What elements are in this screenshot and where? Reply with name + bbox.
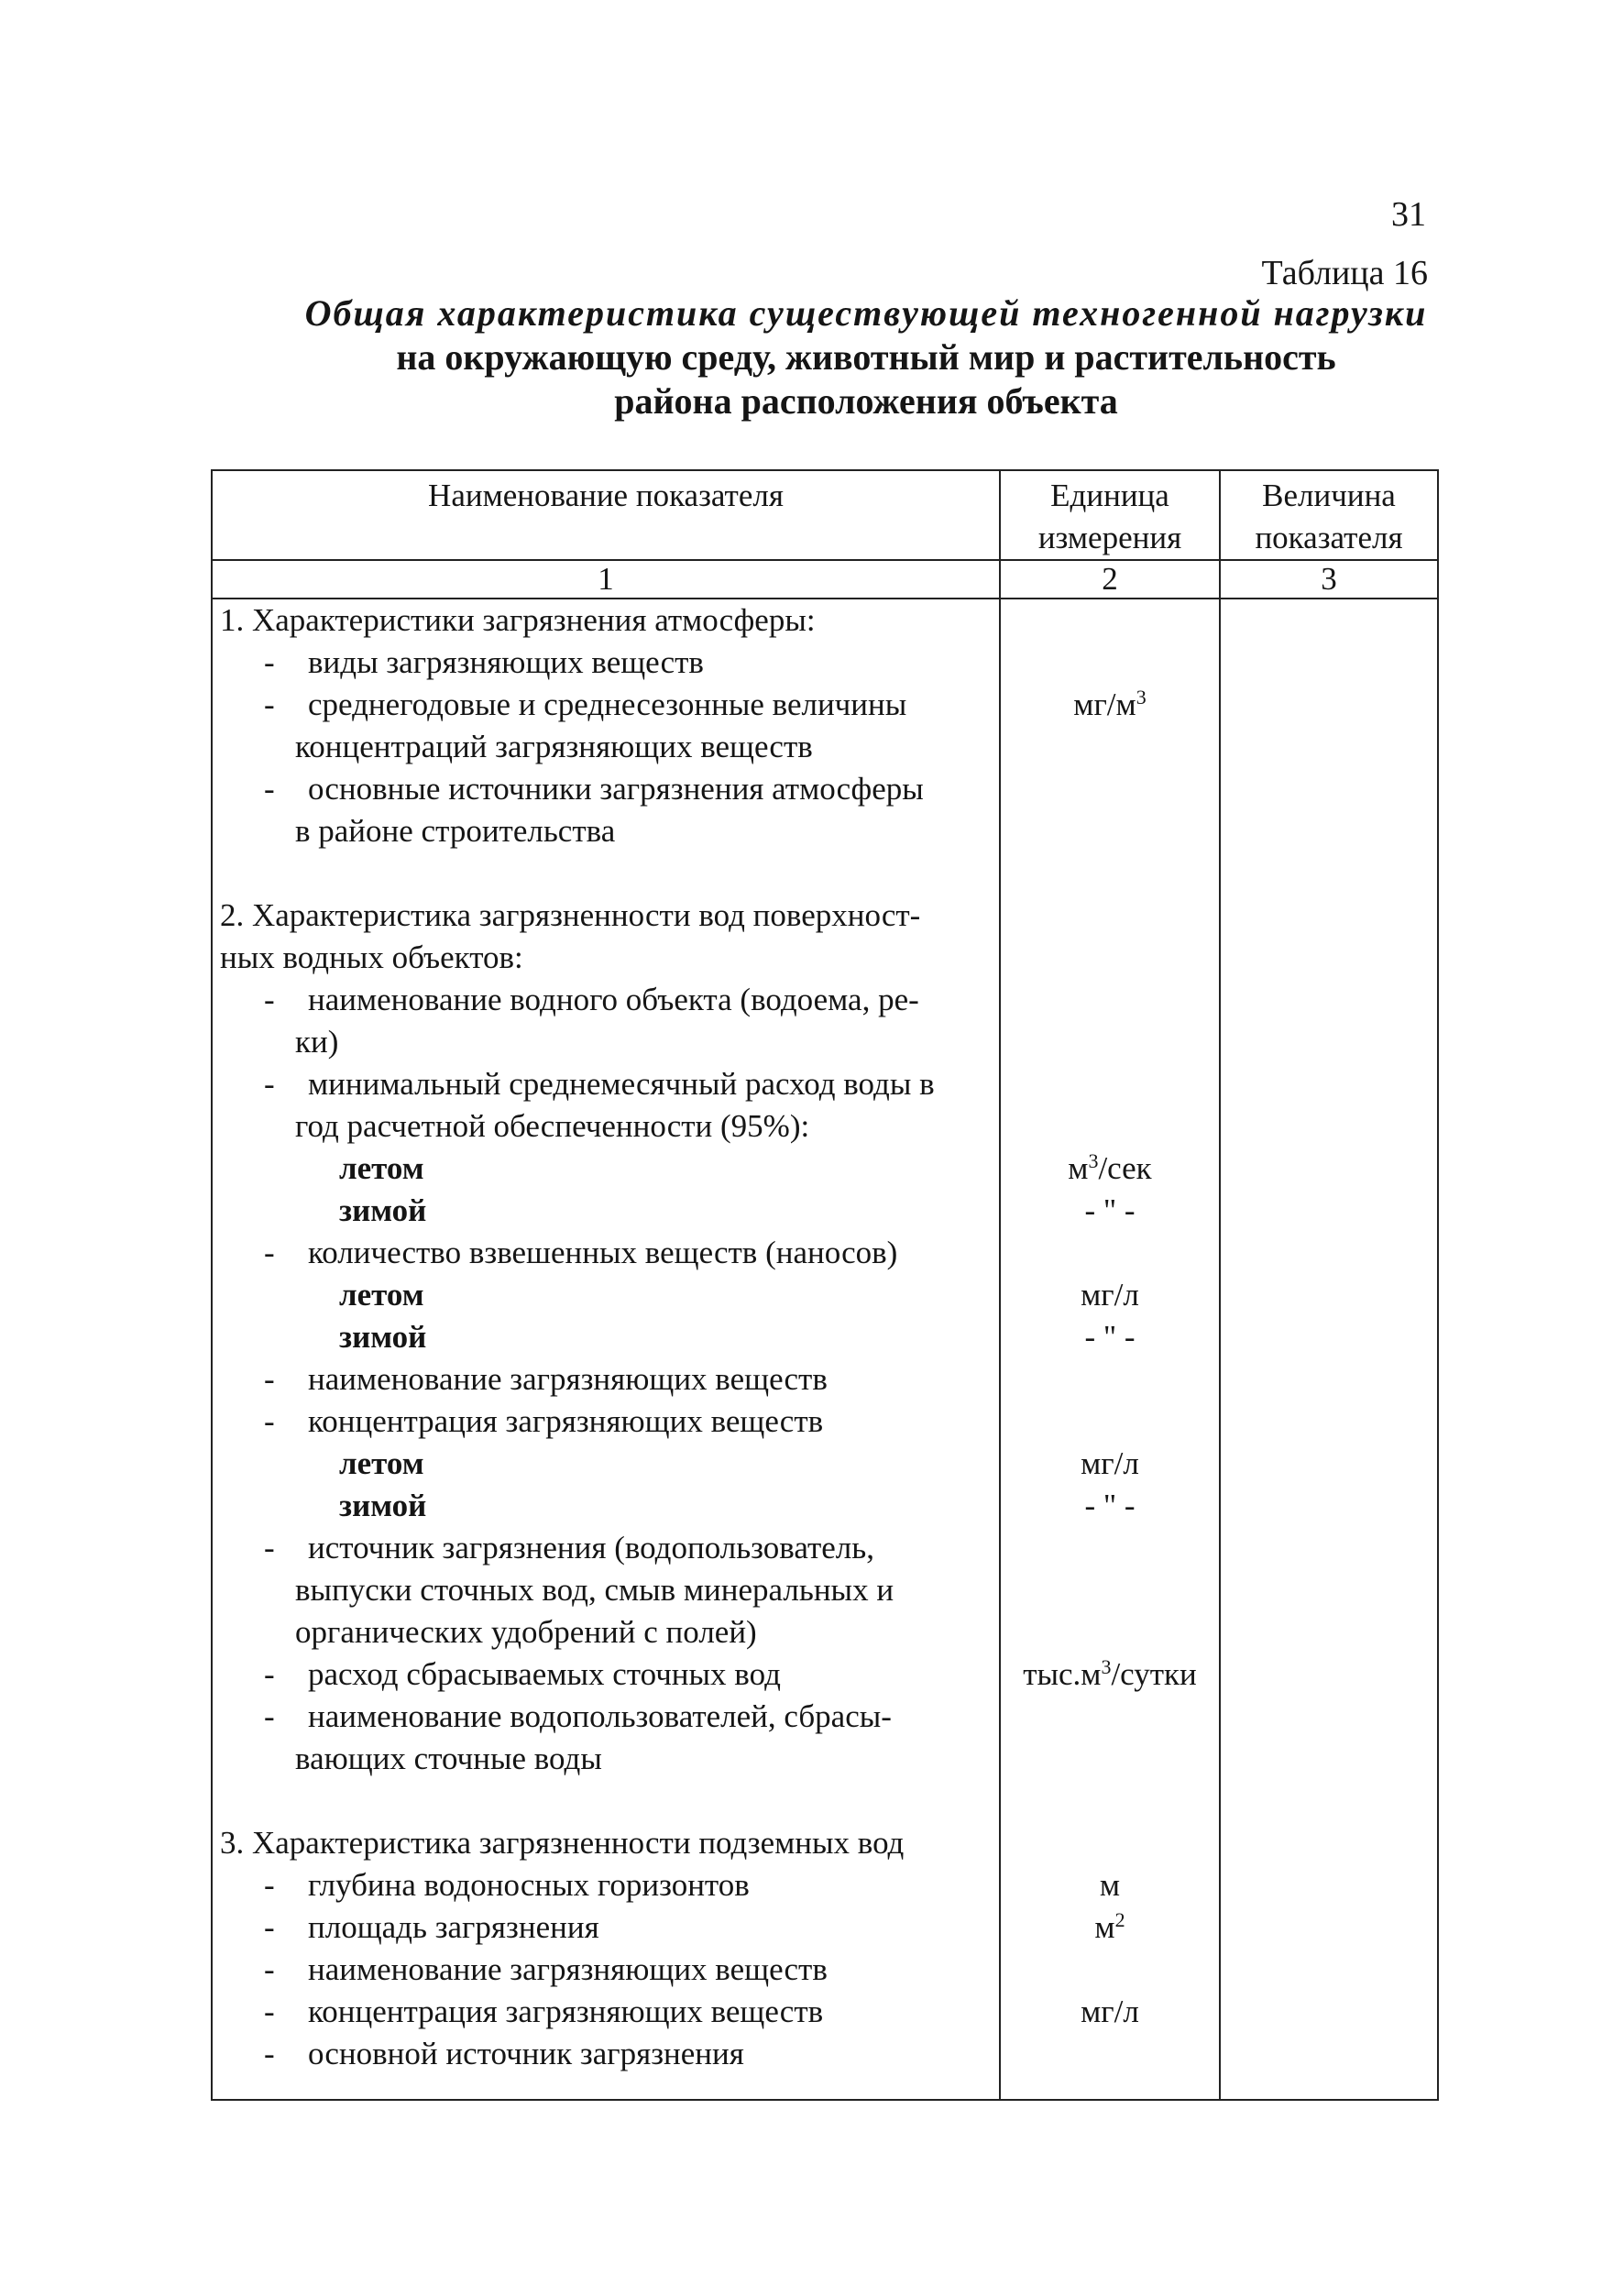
unit-cell: мг/л	[1081, 1277, 1139, 1313]
value-cell	[1221, 1401, 1437, 1443]
page-number: 31	[1391, 195, 1426, 234]
list-item	[213, 979, 999, 1021]
bullet-dash: -	[264, 1867, 275, 1903]
section-heading: ных водных объектов:	[220, 939, 523, 975]
bullet-dash: -	[264, 1066, 275, 1102]
unit-cell	[1001, 1401, 1219, 1443]
list-item	[213, 1949, 999, 1991]
sub-item: летом	[339, 1445, 424, 1481]
unit-column	[1000, 599, 1220, 2100]
indicator-column	[212, 599, 1000, 2100]
column-number-1: 1	[212, 560, 1000, 599]
bullet-dash: -	[264, 1361, 275, 1397]
unit-cell	[1001, 1358, 1219, 1401]
value-cell	[1221, 1190, 1437, 1232]
unit-cell	[1001, 1105, 1219, 1148]
value-cell	[1221, 768, 1437, 810]
list-item	[213, 1358, 999, 1401]
list-item	[213, 1653, 999, 1696]
bullet-dash: -	[264, 1656, 275, 1692]
list-item	[213, 1991, 999, 2033]
unit-cell: - " -	[1084, 1488, 1136, 1523]
value-cell	[1221, 1696, 1437, 1738]
unit-cell	[1001, 1527, 1219, 1569]
unit-cell: $м^2$	[1094, 1908, 1125, 1945]
unit-cell	[1001, 599, 1219, 642]
header-unit: Единица измерения	[1000, 470, 1220, 560]
value-cell	[1221, 1991, 1437, 2033]
sub-item: летом	[339, 1277, 424, 1313]
unit-cell	[1001, 1738, 1219, 1780]
value-cell	[1221, 1780, 1437, 1822]
unit-cell	[1001, 768, 1219, 810]
value-cell	[1221, 1527, 1437, 1569]
list-item	[213, 1232, 999, 1274]
list-item-continuation: год расчетной обеспеченности (95%):	[295, 1108, 810, 1144]
title-line-3: района расположения объекта	[614, 380, 1118, 422]
unit-cell	[1001, 1780, 1219, 1822]
unit-cell: $мг/м^3$	[1073, 686, 1147, 722]
unit-cell	[1001, 642, 1219, 684]
list-item	[213, 1063, 999, 1105]
list-item-text: виды загрязняющих веществ	[308, 644, 704, 680]
title-line-1: Общая характеристика существующей техногенной нагрузки	[304, 292, 1428, 334]
list-item-text: основные источники загрязнения атмосферы	[308, 771, 924, 807]
header-row	[212, 470, 1438, 560]
list-item	[213, 1696, 999, 1738]
list-item-continuation: выпуски сточных вод, смыв минеральных и	[295, 1572, 894, 1608]
list-item-text: площадь загрязнения	[308, 1909, 599, 1945]
unit-cell: $тыс.м^3$/сутки	[1023, 1655, 1197, 1692]
row-spacer	[1221, 2075, 1437, 2099]
row-spacer	[213, 852, 999, 895]
unit-cell	[1001, 852, 1219, 895]
value-cell	[1221, 1653, 1437, 1696]
row-spacer	[1001, 2075, 1219, 2099]
unit-cell	[1001, 1063, 1219, 1105]
sub-item: летом	[339, 1150, 424, 1186]
value-cell	[1221, 2033, 1437, 2075]
bullet-dash: -	[264, 982, 275, 1017]
value-cell	[1221, 1316, 1437, 1358]
bullet-dash: -	[264, 1235, 275, 1270]
list-item	[213, 1401, 999, 1443]
value-cell	[1221, 1358, 1437, 1401]
sub-item: зимой	[339, 1488, 427, 1523]
value-cell	[1221, 684, 1437, 726]
list-item-text: наименование загрязняющих веществ	[308, 1361, 828, 1397]
value-cell	[1221, 1611, 1437, 1653]
column-number-row	[212, 560, 1438, 599]
unit-cell	[1001, 726, 1219, 768]
table-label: Таблица 16	[1261, 254, 1428, 292]
unit-cell	[1001, 937, 1219, 979]
unit-cell	[1001, 1949, 1219, 1991]
list-item	[213, 2033, 999, 2075]
unit-cell: мг/л	[1081, 1994, 1139, 2029]
value-cell	[1221, 1822, 1437, 1864]
list-item-text: глубина водоносных горизонтов	[308, 1867, 750, 1903]
value-cell	[1221, 599, 1437, 642]
value-cell	[1221, 1443, 1437, 1485]
sub-item: зимой	[339, 1319, 427, 1355]
list-item-continuation: концентраций загрязняющих веществ	[295, 729, 813, 764]
list-item	[213, 1906, 999, 1949]
list-item-text: основной источник загрязнения	[308, 2036, 744, 2071]
value-cell	[1221, 1232, 1437, 1274]
row-spacer	[213, 1780, 999, 1822]
unit-cell: - " -	[1084, 1319, 1136, 1355]
list-item-text: среднегодовые и среднесезонные величины	[308, 687, 907, 722]
bullet-dash: -	[264, 1909, 275, 1945]
header-indicator-name: Наименование показателя	[212, 470, 1000, 560]
value-cell	[1221, 895, 1437, 937]
bullet-dash: -	[264, 1530, 275, 1565]
unit-cell: мг/л	[1081, 1445, 1139, 1481]
list-item-text: концентрация загрязняющих веществ	[308, 1994, 824, 2029]
list-item	[213, 1864, 999, 1906]
value-cell	[1221, 1148, 1437, 1190]
unit-cell	[1001, 1696, 1219, 1738]
value-cell	[1221, 726, 1437, 768]
bullet-dash: -	[264, 1698, 275, 1734]
unit-cell	[1001, 979, 1219, 1021]
list-item-text: источник загрязнения (водопользователь,	[308, 1530, 874, 1565]
value-cell	[1221, 1105, 1437, 1148]
bullet-dash: -	[264, 644, 275, 680]
unit-cell	[1001, 1822, 1219, 1864]
value-cell	[1221, 1949, 1437, 1991]
value-cell	[1221, 642, 1437, 684]
unit-cell: - " -	[1084, 1192, 1136, 1228]
value-cell	[1221, 1906, 1437, 1949]
value-cell	[1221, 1738, 1437, 1780]
column-number-2: 2	[1000, 560, 1220, 599]
unit-superscript: 3	[1088, 1149, 1099, 1172]
unit-cell	[1001, 895, 1219, 937]
section-heading: 1. Характеристики загрязнения атмосферы:	[220, 602, 816, 638]
unit-superscript: 3	[1136, 686, 1147, 709]
value-cell	[1221, 937, 1437, 979]
unit-cell	[1001, 1569, 1219, 1611]
list-item-text: наименование водного объекта (водоема, ре-	[308, 982, 919, 1017]
column-number-3: 3	[1220, 560, 1438, 599]
list-item	[213, 642, 999, 684]
unit-superscript: 2	[1114, 1908, 1125, 1931]
value-cell	[1221, 1485, 1437, 1527]
list-item	[213, 684, 999, 726]
unit-cell: м	[1099, 1867, 1121, 1903]
table-body-row	[212, 599, 1438, 2100]
sub-item: зимой	[339, 1192, 427, 1228]
bullet-dash: -	[264, 1951, 275, 1987]
unit-superscript: 3	[1101, 1655, 1112, 1678]
header-value: Величина показателя	[1220, 470, 1438, 560]
unit-cell	[1001, 1611, 1219, 1653]
value-cell	[1221, 1063, 1437, 1105]
list-item-text: наименование водопользователей, сбрасы-	[308, 1698, 892, 1734]
bullet-dash: -	[264, 771, 275, 807]
row-spacer	[213, 2075, 999, 2099]
title-line-2: на окружающую среду, животный мир и растительность	[396, 336, 1336, 378]
unit-cell	[1001, 2033, 1219, 2075]
list-item-continuation: ки)	[295, 1024, 339, 1060]
unit-cell	[1001, 1021, 1219, 1063]
value-cell	[1221, 979, 1437, 1021]
list-item	[213, 1527, 999, 1569]
bullet-dash: -	[264, 1994, 275, 2029]
list-item-text: концентрация загрязняющих веществ	[308, 1403, 824, 1439]
value-column	[1220, 599, 1438, 2100]
document-title	[275, 291, 1457, 423]
bullet-dash: -	[264, 687, 275, 722]
data-table	[211, 469, 1439, 2101]
list-item-text: наименование загрязняющих веществ	[308, 1951, 828, 1987]
list-item-text: расход сбрасываемых сточных вод	[308, 1656, 781, 1692]
list-item-continuation: вающих сточные воды	[295, 1741, 602, 1776]
value-cell	[1221, 1864, 1437, 1906]
value-cell	[1221, 1021, 1437, 1063]
unit-cell	[1001, 810, 1219, 852]
unit-cell	[1001, 1232, 1219, 1274]
value-cell	[1221, 1274, 1437, 1316]
value-cell	[1221, 810, 1437, 852]
list-item	[213, 768, 999, 810]
bullet-dash: -	[264, 1403, 275, 1439]
section-heading: 2. Характеристика загрязненности вод поверхност-	[220, 897, 921, 933]
value-cell	[1221, 852, 1437, 895]
bullet-dash: -	[264, 2036, 275, 2071]
value-cell	[1221, 1569, 1437, 1611]
unit-cell: $м^3$/сек	[1068, 1149, 1152, 1186]
list-item-continuation: органических удобрений с полей)	[295, 1614, 757, 1650]
section-heading: 3. Характеристика загрязненности подземных вод	[220, 1825, 905, 1861]
list-item-text: минимальный среднемесячный расход воды в	[308, 1066, 935, 1102]
list-item-continuation: в районе строительства	[295, 813, 616, 849]
list-item-text: количество взвешенных веществ (наносов)	[308, 1235, 898, 1270]
